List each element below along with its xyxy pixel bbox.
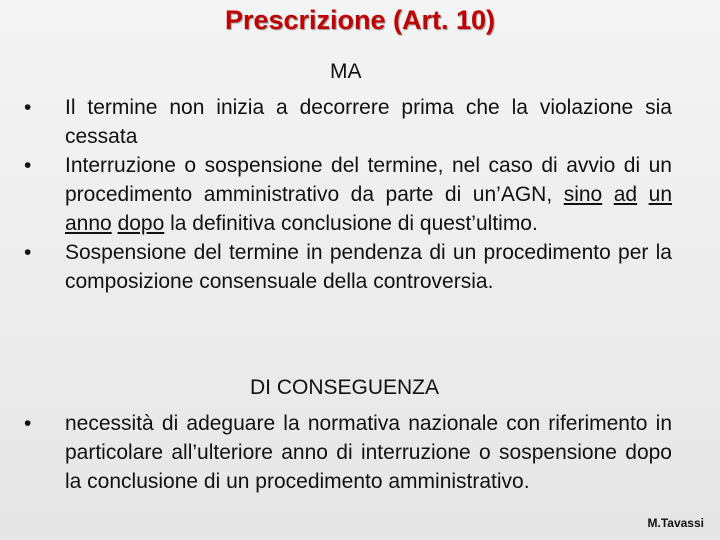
- author-signature: M.Tavassi: [647, 516, 704, 530]
- list-item: [24, 238, 672, 296]
- item-text: necessità di adeguare la normativa nazionale con riferimento in particolare all’ulteriore anno di interruzione o sospensione dopo la conclusione di un procedimento amministrativo.: [65, 412, 672, 493]
- bullet-icon: •: [24, 154, 32, 177]
- underlined-word: dopo: [117, 212, 165, 235]
- bullet-icon: •: [24, 241, 32, 264]
- underlined-word: anno: [65, 212, 112, 235]
- underlined-word: sino: [563, 183, 603, 206]
- slide-title: Prescrizione (Art. 10): [224, 5, 496, 35]
- bullet-list-main: [24, 93, 672, 296]
- bullet-list-consequence: [24, 409, 672, 496]
- bullet-icon: •: [24, 96, 32, 119]
- heading-ma: MA: [330, 60, 362, 83]
- item-text: la definitiva conclusione di quest’ultimo.: [164, 212, 538, 235]
- list-item: [24, 409, 672, 496]
- item-text: Il termine non inizia a decorrere prima che la violazione sia cessata: [65, 96, 672, 148]
- list-item: [24, 93, 672, 151]
- underlined-word: un: [648, 183, 672, 206]
- heading-di-conseguenza: DI CONSEGUENZA: [250, 376, 440, 399]
- item-text: Sospensione del termine in pendenza di un procedimento per la composizione consensuale della controversia.: [65, 241, 672, 293]
- underlined-word: ad: [613, 183, 638, 206]
- bullet-icon: •: [24, 412, 32, 435]
- item-text: Interruzione o sospensione del termine, nel caso di avvio di un procedimento amministrativo da parte di un’AGN,: [65, 154, 672, 206]
- list-item: [24, 151, 672, 238]
